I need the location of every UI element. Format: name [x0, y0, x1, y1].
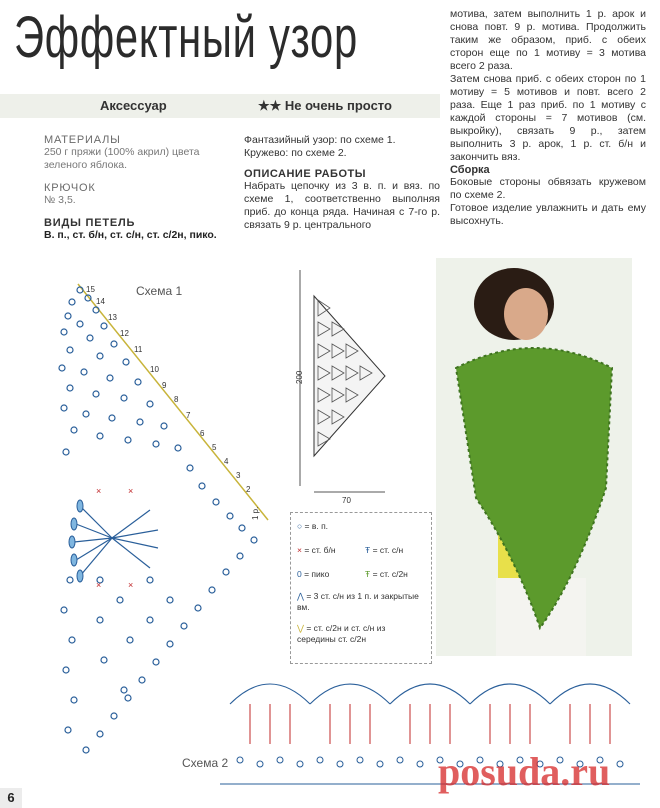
work-heading: ОПИСАНИЕ РАБОТЫ [244, 168, 366, 180]
double-crochet-icon: Ŧ [365, 545, 371, 555]
picot-icon: 0 [297, 569, 302, 579]
stitches-text: В. п., ст. б/н, ст. с/н, ст. с/2н, пико. [44, 229, 217, 241]
legend-item [297, 521, 328, 531]
legend-text: = в. п. [304, 521, 329, 531]
legend-item [365, 569, 408, 579]
row-number: 12 [120, 329, 129, 338]
row-number: 7 [186, 411, 191, 420]
legend-text: = ст. б/н [304, 545, 336, 555]
treble-crochet-icon: Ŧ [365, 569, 371, 579]
single-crochet-icon: × [297, 545, 302, 555]
continuation-column [450, 8, 646, 228]
legend-text: = 3 ст. с/н из 1 п. и закрытые вм. [297, 591, 419, 612]
row-number: 9 [162, 381, 167, 390]
article-title: Эффектный узор [14, 5, 358, 70]
materials-column [44, 134, 240, 242]
hook-text: № 3,5. [44, 194, 76, 206]
svg-text:×: × [128, 486, 134, 496]
legend-text: = пико [304, 569, 330, 579]
schema-1-label: Схема 1 [136, 284, 183, 298]
legend-text: = ст. с/2н [372, 569, 408, 579]
row-number: 8 [174, 395, 179, 404]
row-number: 13 [108, 313, 117, 322]
width-dimension: 70 [342, 496, 351, 505]
chain-symbol-icon: ○ [297, 521, 303, 531]
svg-text:×: × [128, 580, 134, 590]
shell-motif [74, 506, 158, 576]
stitch-legend [290, 512, 432, 664]
row-number: 14 [96, 297, 105, 306]
legend-item [297, 623, 425, 645]
row-number: 3 [236, 471, 241, 480]
model-photo [436, 258, 632, 656]
row-number: 6 [200, 429, 205, 438]
page-number: 6 [0, 788, 22, 808]
legend-item [297, 569, 329, 579]
cluster-icon: ⋀ [297, 591, 304, 601]
materials-heading: МАТЕРИАЛЫ [44, 134, 121, 146]
difficulty-label: ★★ Не очень просто [258, 98, 392, 113]
pattern-shape-diagram [290, 266, 400, 506]
watermark: posuda.ru [438, 749, 611, 794]
assembly-heading: Сборка [450, 164, 490, 176]
row-number: 1 р. [251, 506, 260, 520]
work-paragraph-1: Набрать цепочку из 3 в. п. и вяз. по схеме 1, соответственно выполняя приб. до конца ряда. Начиная с 7-го р. связать 9 р. центрального [244, 180, 440, 231]
legend-text: = ст. с/н [372, 545, 404, 555]
schema-2-label: Схема 2 [182, 756, 229, 770]
schema-1-edge [78, 284, 268, 520]
combined-stitch-icon: ⋁ [297, 623, 304, 633]
assembly-paragraph-2: Готовое изделие увлажнить и дать ему высохнуть. [450, 202, 646, 227]
assembly-paragraph-1: Боковые стороны обвязать кружевом по схеме 2. [450, 176, 646, 201]
lace-scallops [230, 684, 630, 704]
row-number: 5 [212, 443, 217, 452]
pattern-fancy: Фантазийный узор: по схеме 1. [244, 134, 396, 146]
row-number: 15 [86, 285, 95, 294]
work-paragraph-2: мотива, затем выполнить 1 р. арок и снова повт. 9 р. мотива. Продолжить таким же образом, приб. с обеих сторон еще по 1 мотиву = 3 мотива всего 2 раза. [450, 8, 646, 72]
row-number: 4 [224, 457, 229, 466]
pattern-lace: Кружево: по схеме 2. [244, 147, 347, 159]
row-number: 10 [150, 365, 159, 374]
materials-text: 250 г пряжи (100% акрил) цвета зеленого яблока. [44, 146, 200, 171]
row-number: 2 [246, 485, 251, 494]
face [504, 288, 548, 340]
row-number: 11 [134, 345, 143, 354]
legend-item [365, 545, 403, 555]
svg-text:×: × [96, 486, 102, 496]
category-label: Аксессуар [100, 98, 167, 113]
legend-text: = ст. с/2н и ст. с/н из середины ст. с/2н [297, 623, 386, 644]
category-band [0, 94, 440, 118]
svg-text:×: × [96, 580, 102, 590]
work-paragraph-3: Затем снова приб. с обеих сторон по 1 мотиву = 5 мотивов и повт. всего 2 раза. Еще 1 раз приб. по 1 мотиву с каждой стороны = 7 мотивов (см. выкройку), связать 9 р., затем выполнить 3 р. арок, 1 р. ст. б/н и закончить вяз. [450, 73, 646, 163]
stitches-heading: ВИДЫ ПЕТЕЛЬ [44, 217, 136, 229]
lace-verticals [250, 704, 610, 744]
hook-heading: КРЮЧОК [44, 182, 96, 194]
legend-item [297, 591, 425, 613]
height-dimension: 200 [295, 370, 304, 384]
legend-item [297, 545, 336, 555]
description-column [244, 134, 440, 232]
